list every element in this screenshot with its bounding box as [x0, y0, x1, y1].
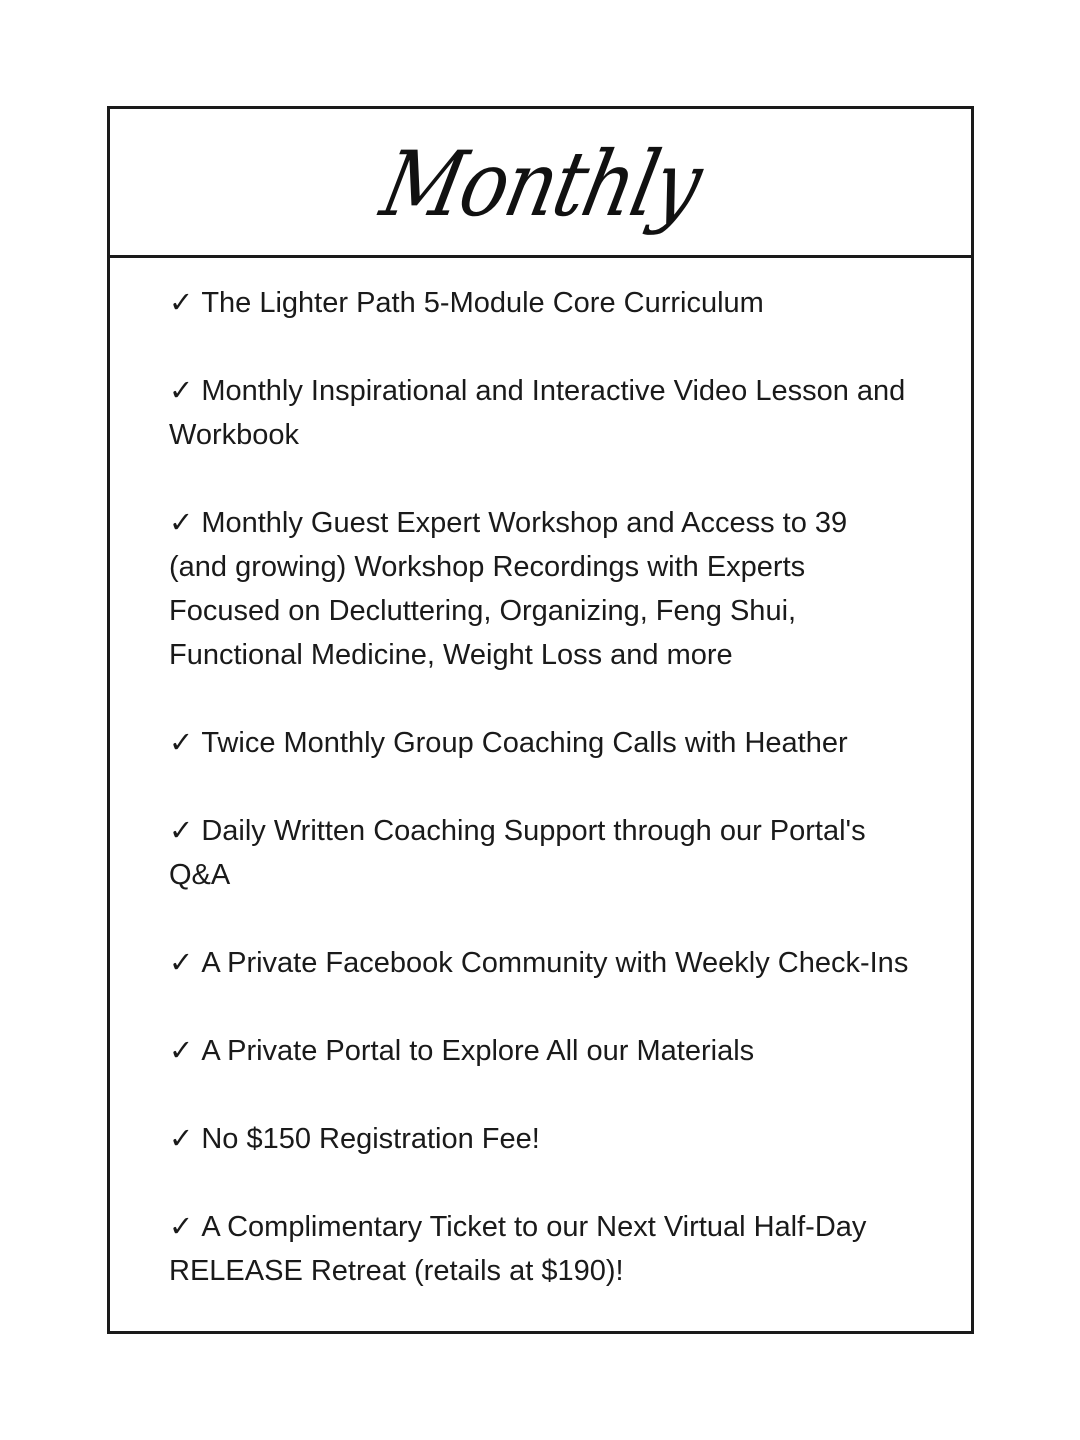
checkmark-icon: ✓	[169, 287, 194, 319]
feature-item	[169, 1205, 909, 1293]
checkmark-icon: ✓	[169, 1123, 194, 1155]
feature-item	[169, 809, 909, 897]
feature-item	[169, 369, 909, 457]
pricing-card	[107, 106, 974, 1334]
feature-item	[169, 1029, 909, 1073]
feature-text: A Private Portal to Explore All our Materials	[201, 1035, 755, 1067]
checkmark-icon: ✓	[169, 815, 194, 847]
card-title: Monthly	[372, 133, 709, 237]
checkmark-icon: ✓	[169, 947, 194, 979]
checkmark-icon: ✓	[169, 375, 194, 407]
checkmark-icon: ✓	[169, 1211, 194, 1243]
feature-item	[169, 501, 909, 677]
checkmark-icon: ✓	[169, 507, 194, 539]
feature-item	[169, 1117, 909, 1161]
feature-item	[169, 721, 909, 765]
feature-text: The Lighter Path 5-Module Core Curriculum	[201, 287, 764, 319]
checkmark-icon: ✓	[169, 727, 194, 759]
feature-text: No $150 Registration Fee!	[201, 1123, 540, 1155]
feature-text: A Private Facebook Community with Weekly Check-Ins	[201, 947, 909, 979]
feature-text: Twice Monthly Group Coaching Calls with Heather	[201, 727, 848, 759]
card-header	[110, 109, 971, 258]
feature-text: Monthly Inspirational and Interactive Video Lesson and Workbook	[169, 375, 906, 451]
feature-list	[169, 281, 909, 1293]
checkmark-icon: ✓	[169, 1035, 194, 1067]
feature-text: Daily Written Coaching Support through our Portal's Q&A	[169, 815, 866, 891]
feature-text: Monthly Guest Expert Workshop and Access to 39 (and growing) Workshop Recordings with Experts Focused on Decluttering, Organizing, Feng Shui, Functional Medicine, Weight Loss and more	[169, 507, 848, 671]
feature-item	[169, 281, 909, 325]
feature-text: A Complimentary Ticket to our Next Virtual Half-Day RELEASE Retreat (retails at $190)!	[169, 1211, 867, 1287]
feature-item	[169, 941, 909, 985]
